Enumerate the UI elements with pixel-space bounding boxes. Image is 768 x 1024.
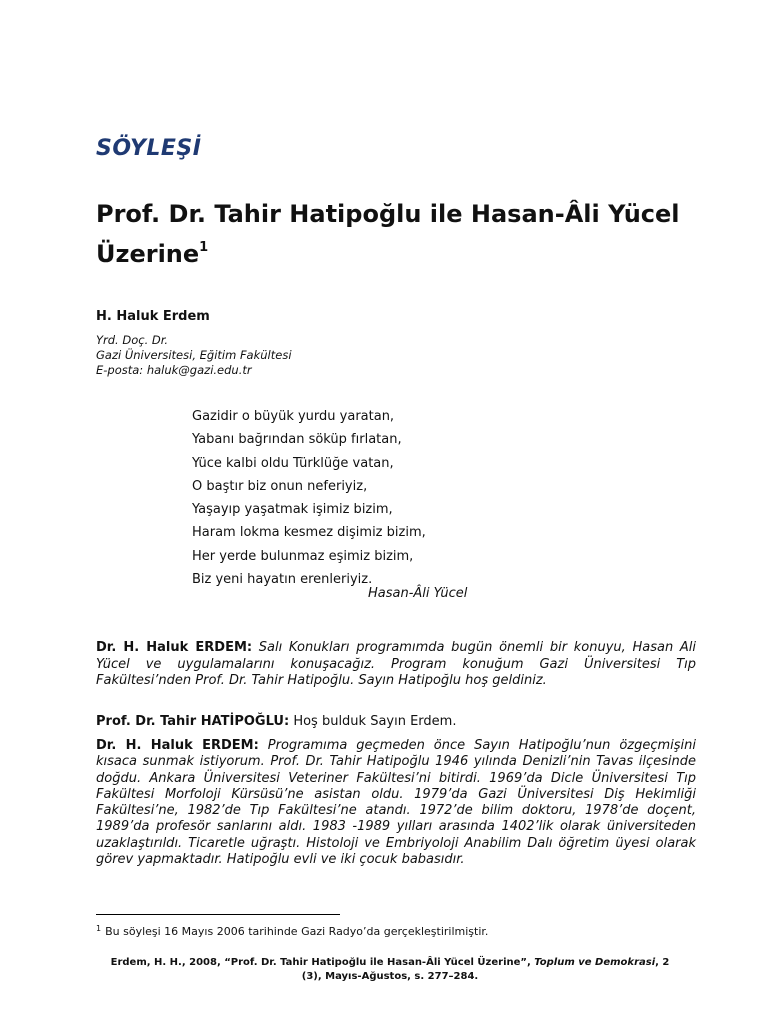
poem-line: Yaşayıp yaşatmak işimiz bizim,: [192, 502, 393, 518]
citation-journal: Toplum ve Demokrasi: [534, 957, 656, 968]
section-label: SÖYLEŞİ: [96, 136, 202, 161]
dialogue-text: Hoş bulduk Sayın Erdem.: [293, 714, 457, 729]
citation: [110, 956, 670, 984]
poem-line: Yabanı bağrından söküp fırlatan,: [192, 432, 402, 448]
poem-line: Haram lokma kesmez dişimiz bizim,: [192, 525, 426, 541]
poem-line: Her yerde bulunmaz eşimiz bizim,: [192, 548, 414, 564]
affiliation-institution: Gazi Üniversitesi, Eğitim Fakültesi: [96, 348, 292, 362]
footnote-text: Bu söyleşi 16 Mayıs 2006 tarihinde Gazi Radyo’da gerçekleştirilmiştir.: [105, 925, 489, 938]
footnote: [96, 924, 488, 938]
article-title: [96, 198, 706, 271]
poem-line: Yüce kalbi oldu Türklüğe vatan,: [192, 455, 394, 471]
speaker-name: Dr. H. Haluk ERDEM:: [96, 640, 253, 655]
dialogue-text: Programıma geçmeden önce Sayın Hatipoğlu’nun özgeçmişini kısaca sunmak istiyorum. Prof. Dr. Tahir Hatipoğlu 1946 yılında Denizli’nin Tavas ilçesinde doğdu. Ankara Üniversitesi Veteriner Fakültesi’ni bitirdi. 1969’da Dicle Üniversitesi Tıp Fakültesi Morfoloji Kürsüsü’ne asistan oldu. 1979’da Gazi Üniversitesi Diş Hekimliği Fakültesi’ne, 1982’de Tıp Fakültesi’ne atandı. 1972’de bilim doktoru, 1978’de doçent, 1989’da profesör sanlarını aldı. 1983 -1989 yılları arasında 1402’lik olarak üniversiteden uzaklaştırıldı. Ticaretle uğraştı. Histoloji ve Embriyoloji Anabilim Dalı öğretim üyesi olarak görev yapmaktadır. Hatipoğlu evli ve iki çocuk babasıdır.: [96, 738, 697, 868]
poem-attribution: Hasan-Âli Yücel: [368, 586, 468, 601]
citation-prefix: Erdem, H. H., 2008, “Prof. Dr. Tahir Hatipoğlu ile Hasan-Âli Yücel Üzerine”,: [110, 957, 535, 968]
dialogue-paragraph: [96, 712, 696, 732]
title-footnote-mark[interactable]: 1: [199, 240, 209, 255]
dialogue-paragraph: [96, 738, 696, 868]
poem-line: O baştır biz onun neferiyiz,: [192, 478, 368, 494]
affiliation-email: E-posta: haluk@gazi.edu.tr: [96, 363, 252, 377]
footnote-mark: 1: [96, 924, 102, 933]
affiliation-title: Yrd. Doç. Dr.: [96, 333, 169, 347]
footnote-divider: [96, 914, 340, 915]
epigraph-poem: [192, 405, 426, 591]
author-name: H. Haluk Erdem: [96, 309, 210, 324]
poem-line: Biz yeni hayatın erenleriyiz.: [192, 572, 373, 588]
speaker-name: Prof. Dr. Tahir HATİPOĞLU:: [96, 714, 290, 729]
poem-line: Gazidir o büyük yurdu yaratan,: [192, 409, 395, 424]
dialogue-text: Salı Konukları programımda bugün önemli bir konuyu, Hasan Ali Yücel ve uygulamalarını konuşacağız. Program konuğum Gazi Üniversitesi Tıp Fakültesi’nden Prof. Dr. Tahir Hatipoğlu. Sayın Hatipoğlu hoş geldiniz.: [96, 640, 697, 688]
citation-suffix: , 2 (3), Mayıs-Ağustos, s. 277–284.: [301, 957, 670, 982]
article-title-text: Prof. Dr. Tahir Hatipoğlu ile Hasan-Âli Yücel Üzerine: [96, 200, 680, 268]
author-affiliation: [96, 333, 292, 378]
dialogue-paragraph: [96, 640, 696, 690]
speaker-name: Dr. H. Haluk ERDEM:: [96, 738, 259, 753]
